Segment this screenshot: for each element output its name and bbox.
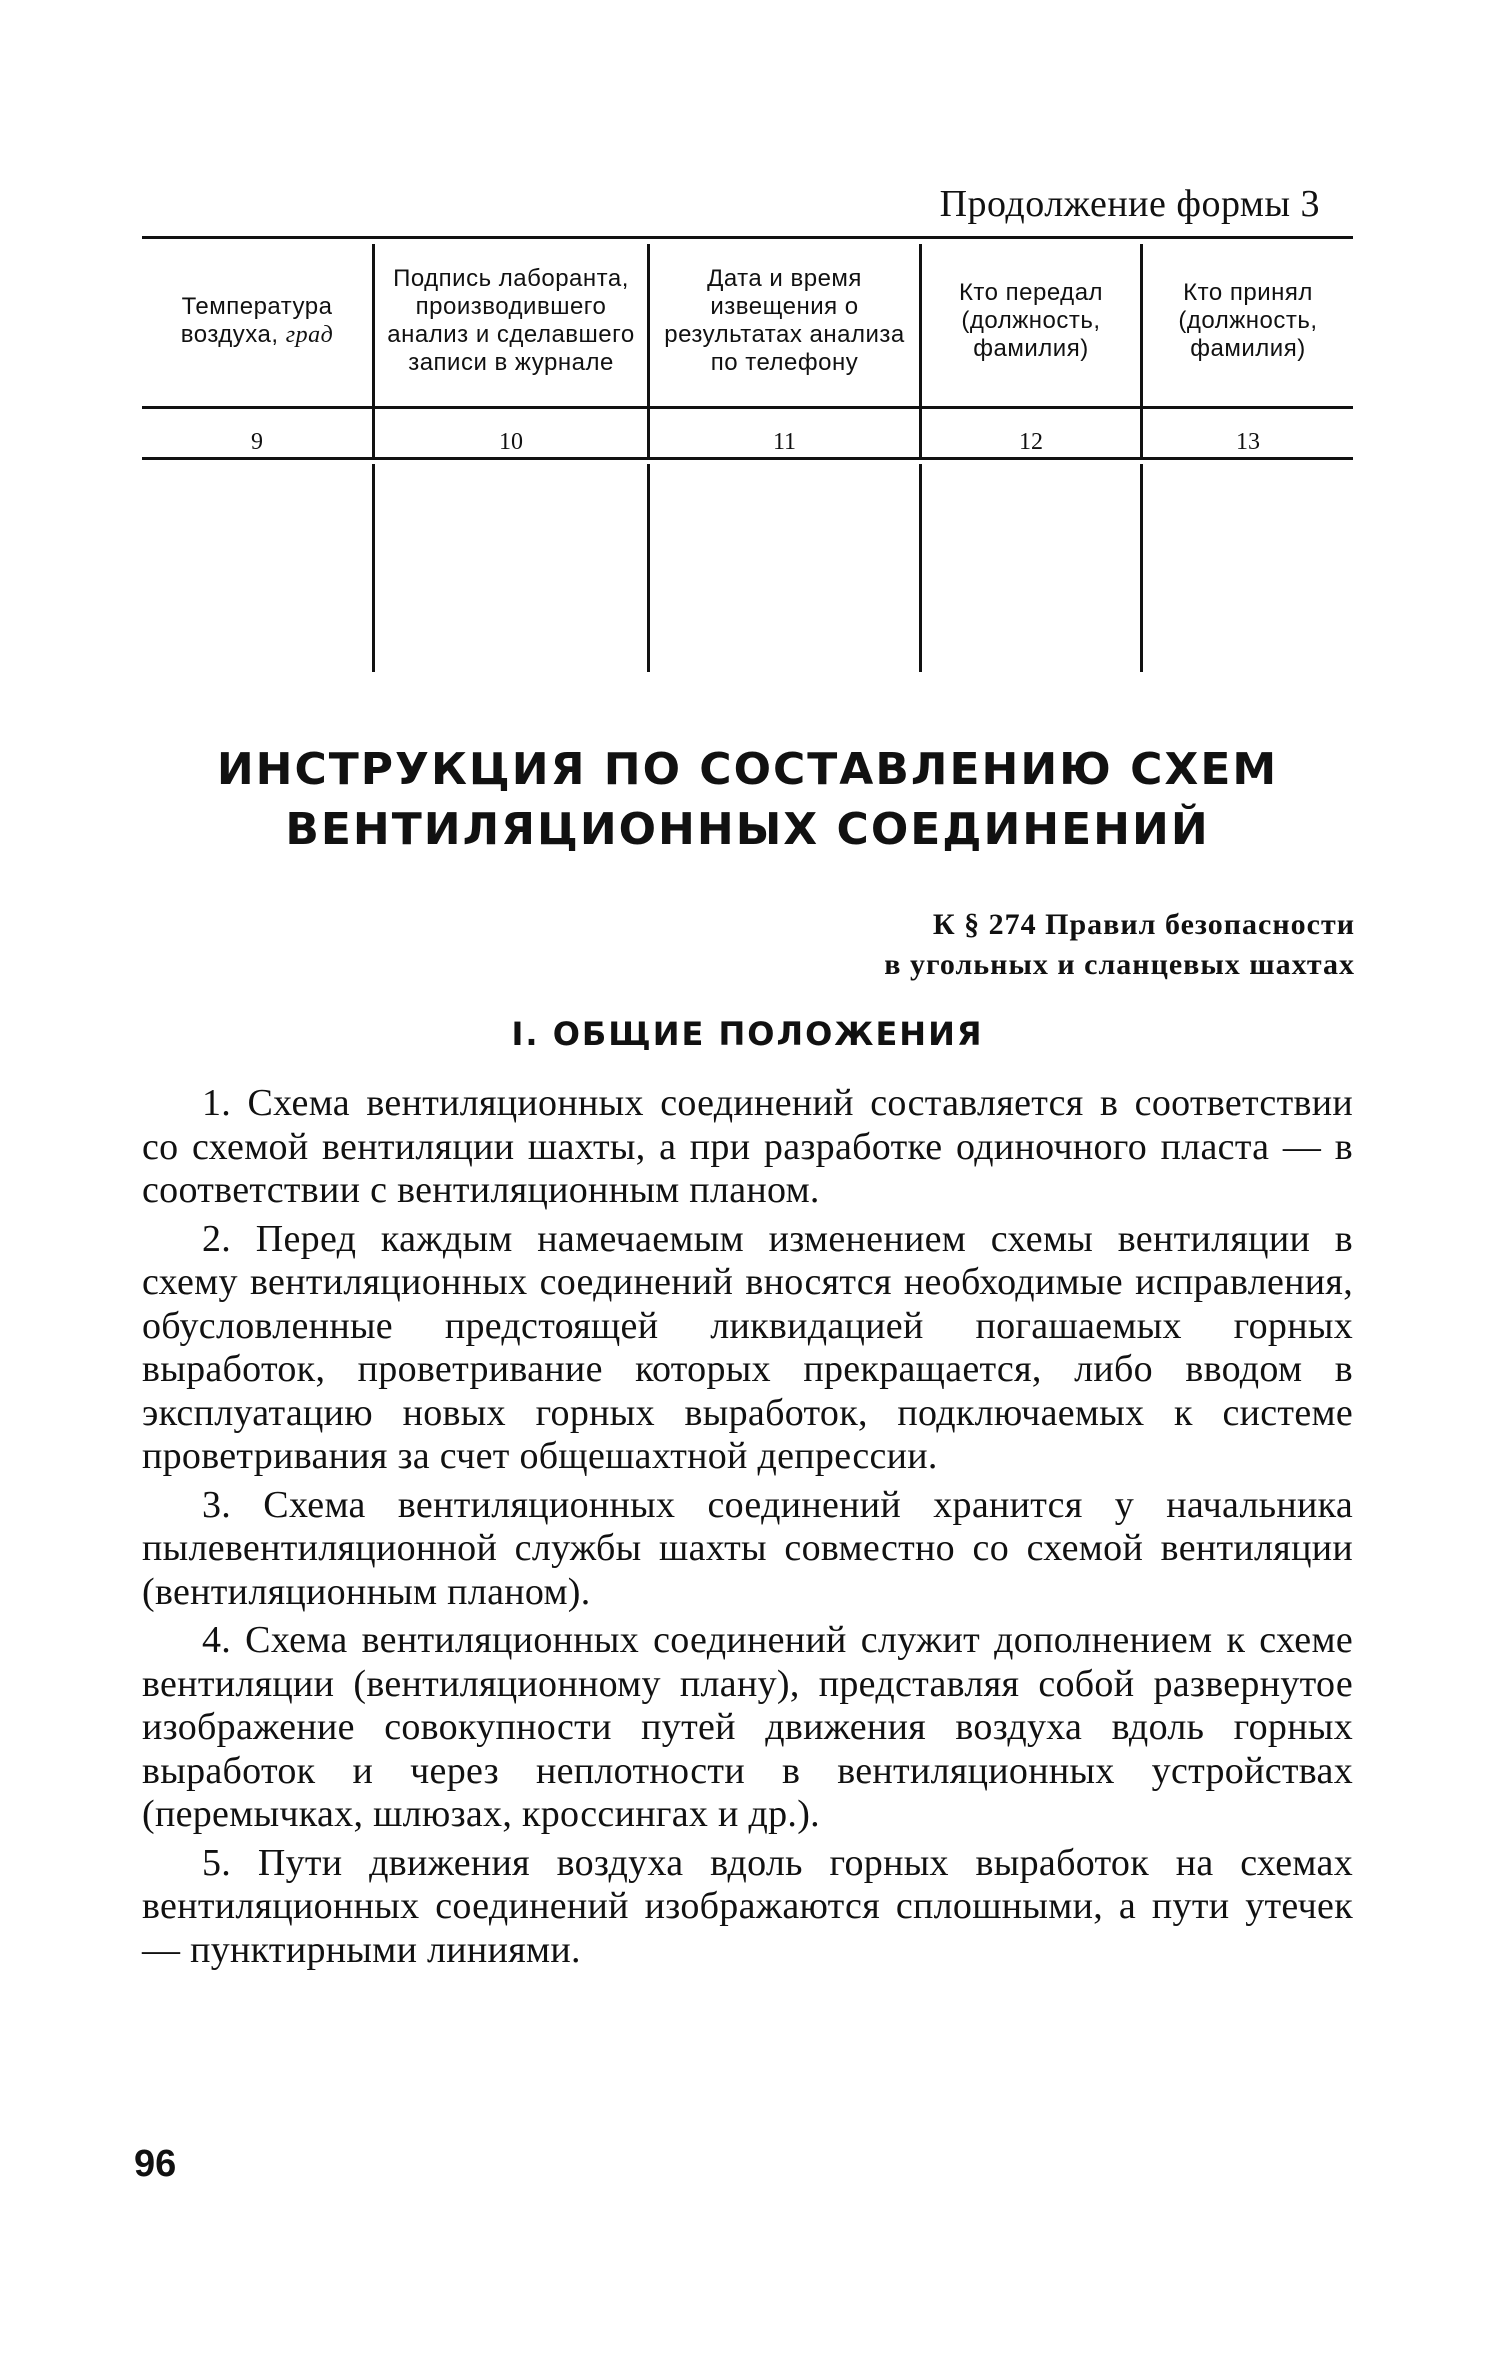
header-notification-time: Дата и время извещения о результатах анализа по телефону [664, 265, 905, 376]
column-number: 13 [1236, 428, 1260, 455]
form-table [142, 236, 1353, 672]
header-lab-signature: Подпись лаборанта, производившего анализ и сделавшего записи в журнале [387, 265, 635, 376]
title-line: ВЕНТИЛЯЦИОННЫХ СОЕДИНЕНИЙ [285, 804, 1210, 855]
table-header-rule [142, 406, 1353, 409]
table-divider [372, 464, 375, 672]
regulation-reference [700, 905, 1355, 985]
column-number: 11 [772, 428, 797, 455]
reference-line: в угольных и сланцевых шахтах [884, 948, 1355, 981]
table-divider [919, 464, 922, 672]
table-divider [647, 464, 650, 672]
paragraph: 5. Пути движения воздуха вдоль горных выработок на схемах вентиляционных соединений изображаются сплошными, а пути утечек — пунктирными линиями. [142, 1841, 1353, 1971]
column-number: 10 [499, 428, 523, 455]
header-receiver: Кто принял (должность, фамилия) [1178, 279, 1318, 362]
instruction-body [142, 1082, 1353, 1977]
paragraph: 3. Схема вентиляционных соединений хранится у начальника пылевентиляционной службы шахты совместно со схемой вентиляции (вентиляционным планом). [142, 1483, 1353, 1613]
column-number: 9 [251, 428, 263, 455]
page-number: 96 [134, 2143, 177, 2185]
continuation-label: Продолжение формы 3 [939, 183, 1320, 225]
section-heading: I. ОБЩИЕ ПОЛОЖЕНИЯ [511, 1015, 984, 1053]
paragraph: 2. Перед каждым намечаемым изменением схемы вентиляции в схему вентиляционных соединений вносятся необходимые исправления, обусловленные предстоящей ликвидацией погашаемых горных выработок, проветривание которых прекращается, либо вводом в эксплуатацию новых горных выработок, подключаемых к системе проветривания за счет общешахтной депрессии. [142, 1217, 1353, 1477]
paragraph: 4. Схема вентиляционных соединений служит дополнением к схеме вентиляции (вентиляционному плану), представляя собой развернутое изображение совокупности путей движения воздуха вдоль горных выработок и через неплотности в вентиляционных устройствах (перемычках, шлюзах, кроссингах и др.). [142, 1619, 1353, 1835]
paragraph: 1. Схема вентиляционных соединений составляется в соответствии со схемой вентиляции шахты, а при разработке одиночного пласта — в соответствии с вентиляционным планом. [142, 1082, 1353, 1211]
document-title [142, 740, 1353, 860]
table-divider [1140, 464, 1143, 672]
header-air-temperature: Температура воздуха, град [180, 293, 334, 348]
title-line: ИНСТРУКЦИЯ ПО СОСТАВЛЕНИЮ СХЕМ [216, 744, 1279, 795]
header-sender: Кто передал (должность, фамилия) [958, 279, 1104, 362]
column-number: 12 [1019, 428, 1043, 455]
reference-line: К § 274 Правил безопасности [932, 908, 1355, 941]
